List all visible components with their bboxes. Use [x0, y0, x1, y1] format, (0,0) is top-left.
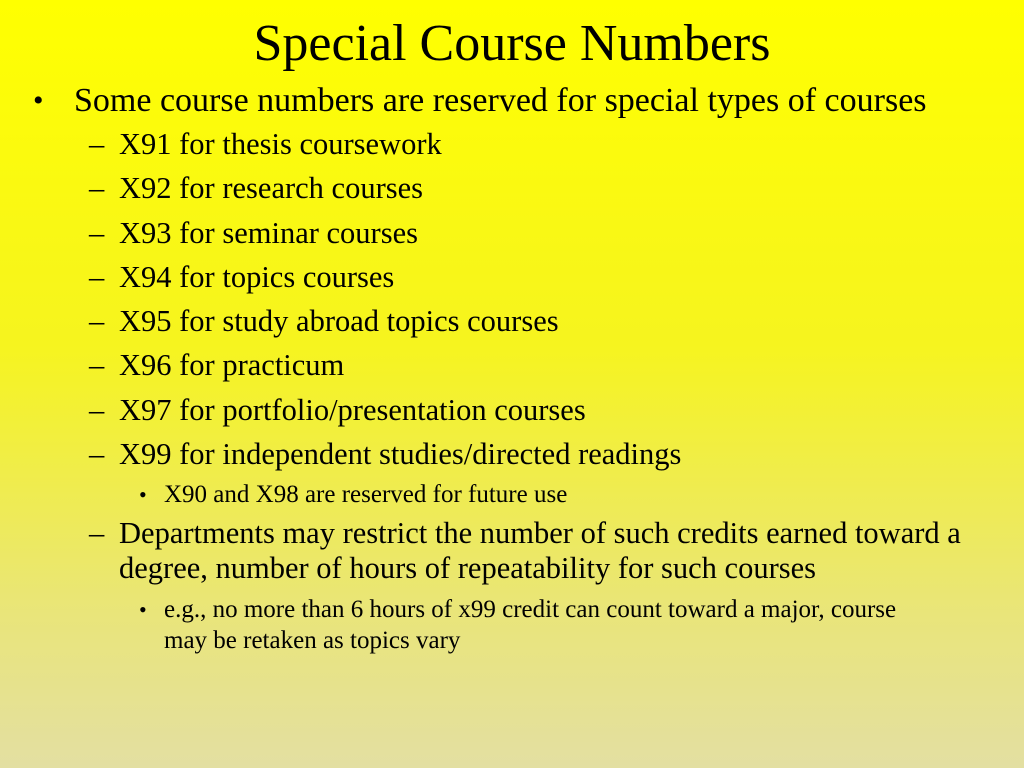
- sub-item-text: X97 for portfolio/presentation courses: [119, 392, 586, 427]
- sub-item-x95: [0, 304, 1024, 339]
- bullet-icon: •: [33, 84, 44, 117]
- dash-icon: –: [89, 392, 105, 427]
- dash-icon: –: [89, 259, 105, 294]
- example-note-text: e.g., no more than 6 hours of x99 credit can count toward a major, course may be retaken as topics vary: [164, 595, 897, 654]
- sub-item-text: X92 for research courses: [119, 171, 424, 206]
- sub-item-x97: [0, 393, 1024, 428]
- slide-body: [0, 82, 1024, 662]
- sub-item-text: X96 for practicum: [119, 348, 345, 383]
- sub-item-text: X91 for thesis coursework: [119, 127, 442, 161]
- slide-title: Special Course Numbers: [253, 15, 771, 72]
- dash-icon: –: [89, 127, 105, 161]
- example-note: [0, 594, 1024, 656]
- reserved-note: [0, 479, 1024, 510]
- sub-item-text: X93 for seminar courses: [119, 215, 418, 250]
- dash-icon: –: [89, 516, 105, 551]
- reserved-note-text: X90 and X98 are reserved for future use: [164, 481, 568, 509]
- sub-item-x92: [0, 171, 1024, 206]
- dash-icon: –: [89, 304, 105, 339]
- sub-item-x91: [0, 127, 1024, 162]
- sub-item-text: X99 for independent studies/directed readings: [119, 437, 682, 472]
- bullet-icon: •: [139, 482, 147, 508]
- main-bullet-text: Some course numbers are reserved for special types of courses: [74, 82, 927, 119]
- sub-item-x99: [0, 437, 1024, 472]
- departments-text: Departments may restrict the number of such credits earned toward a degree, number of hours of repeatability for such courses: [119, 516, 961, 586]
- sub-item-x94: [0, 260, 1024, 295]
- sub-item-x93: [0, 216, 1024, 251]
- sub-item-text: X94 for topics courses: [119, 259, 395, 294]
- departments-item: [0, 516, 1024, 586]
- sub-item-text: X95 for study abroad topics courses: [119, 304, 559, 339]
- dash-icon: –: [89, 215, 105, 250]
- bullet-icon: •: [139, 596, 147, 622]
- sub-item-x96: [0, 348, 1024, 383]
- main-bullet-item: [0, 82, 1024, 120]
- dash-icon: –: [89, 437, 105, 472]
- dash-icon: –: [89, 171, 105, 206]
- dash-icon: –: [89, 348, 105, 383]
